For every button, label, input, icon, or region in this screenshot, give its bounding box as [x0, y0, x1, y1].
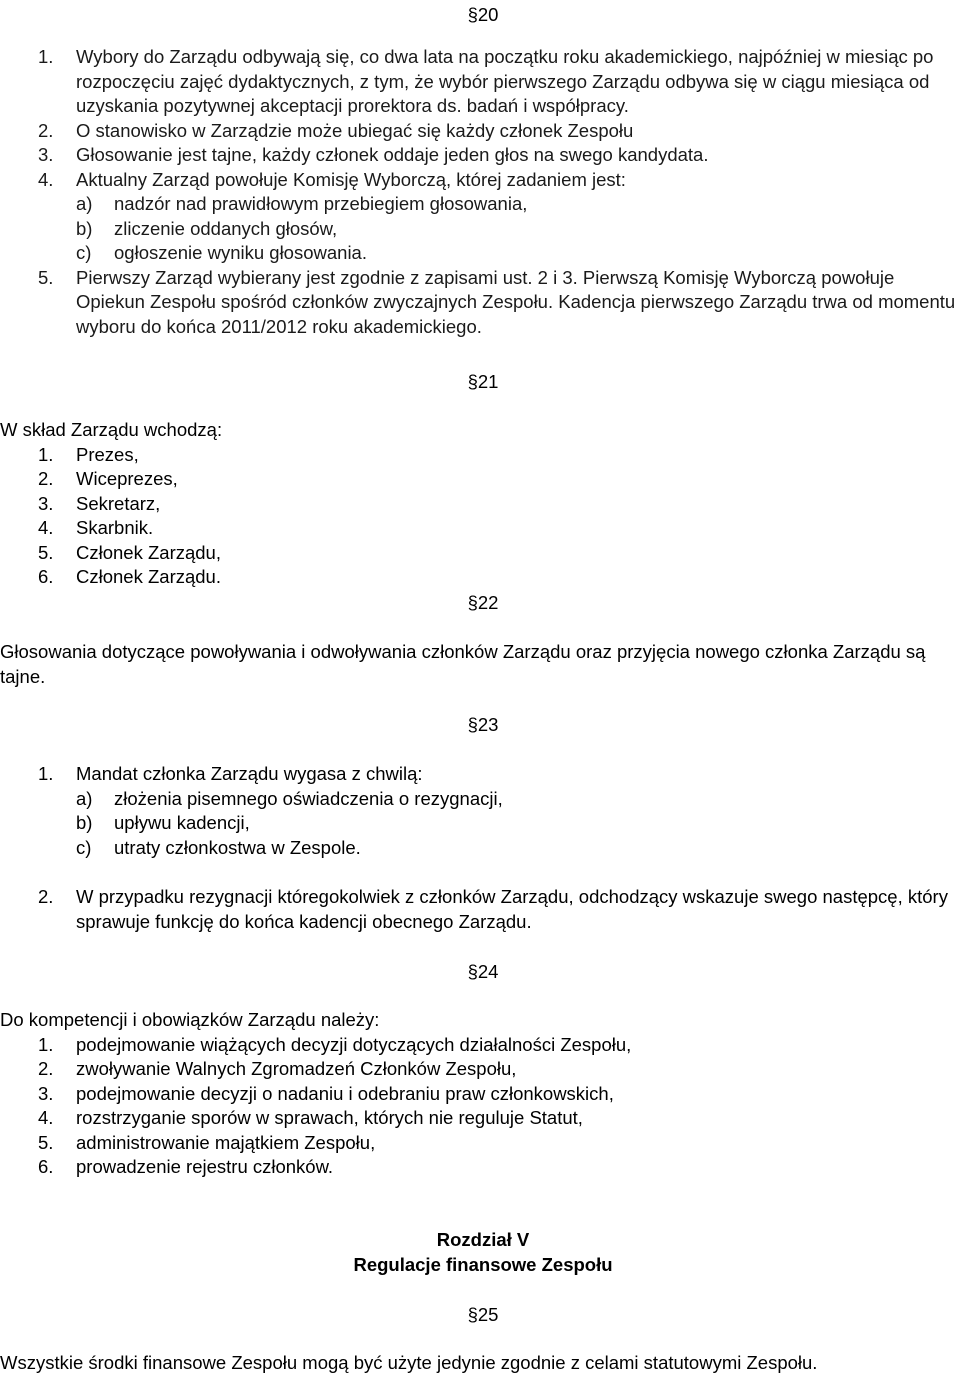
list-item: 5. Członek Zarządu, [38, 541, 221, 563]
section-25-text: Wszystkie środki finansowe Zespołu mogą być użyte jedynie zgodnie z celami statutowymi Zespołu. [0, 1352, 818, 1373]
list-item: 2. Wiceprezes, [38, 468, 178, 489]
sub-item: b) zliczenie oddanych głosów, [76, 217, 338, 239]
list-item: 4. Skarbnik. [38, 517, 154, 538]
list-item: 5. Pierwszy Zarząd wybierany jest zgodnie z zapisami ust. 2 i 3. Pierwszą Komisję Wyborczą powołuje Opiekun Zespołu spośród członków zwyczajnych Zespołu. Kadencja pierwszego Zarządu trwa od momentu wyboru do końca 2011/2012 roku akademickiego. [38, 266, 956, 337]
list-item: 3. podejmowanie decyzji o nadaniu i odebraniu praw członkowskich, [38, 1082, 614, 1104]
list-item: 6. prowadzenie rejestru członków. [38, 1156, 334, 1177]
sub-item: a) nadzór nad prawidłowym przebiegiem głosowania, [76, 193, 528, 214]
sub-item: c) utraty członkostwa w Zespole. [76, 836, 361, 858]
list-item: 4. rozstrzyganie sporów w sprawach, których nie reguluje Statut, [38, 1107, 583, 1128]
list-item: 2. O stanowisko w Zarządzie może ubiegać się każdy członek Zespołu [38, 119, 634, 141]
list-item: 5. administrowanie majątkiem Zespołu, [38, 1131, 376, 1153]
list-item: 4. Aktualny Zarząd powołuje Komisję Wyborczą, której zadaniem jest: [38, 168, 626, 190]
section-heading-21: §21 [467, 371, 499, 392]
sub-item: a) złożenia pisemnego oświadczenia o rezygnacji, [76, 787, 503, 809]
list-item: 3. Głosowanie jest tajne, każdy członek oddaje jeden głos na swego kandydata. [38, 144, 709, 165]
section-21-intro: W skład Zarządu wchodzą: [0, 419, 223, 440]
chapter-subtitle: Regulacje finansowe Zespołu [353, 1254, 613, 1275]
list-item: 1. podejmowanie wiążących decyzji dotyczących działalności Zespołu, [38, 1033, 632, 1055]
section-23-item-2 [38, 885, 958, 934]
list-item: 1. Prezes, [38, 443, 139, 465]
section-heading-24: §24 [467, 961, 499, 982]
section-22-text: Głosowania dotyczące powoływania i odwoływania członków Zarządu oraz przyjęcia nowego członka Zarządu są tajne. [0, 641, 926, 687]
sub-item: c) ogłoszenie wyniku głosowania. [76, 242, 367, 263]
list-item: 6. Członek Zarządu. [38, 566, 221, 587]
section-heading-25: §25 [467, 1304, 499, 1325]
section-23-block [38, 762, 958, 860]
chapter-title: Rozdział V [436, 1229, 530, 1250]
section-24-block [0, 1008, 900, 1180]
section-heading-20: §20 [467, 4, 499, 25]
section-24-intro: Do kompetencji i obowiązków Zarządu należy: [0, 1009, 380, 1030]
list-item: 1. Wybory do Zarządu odbywają się, co dwa lata na początku roku akademickiego, najpóźniej w miesiąc po rozpoczęciu zajęć dydaktycznych, z tym, że wybór pierwszego Zarządu odbywa się w ciągu miesiąca od uzyskania pozytywnej akceptacji prorektora ds. badań i współpracy. [38, 46, 934, 116]
section-20-list [38, 45, 958, 339]
list-item: 2. zwoływanie Walnych Zgromadzeń Członków Zespołu, [38, 1058, 517, 1079]
list-item: 1. Mandat członka Zarządu wygasa z chwilą: [38, 763, 423, 784]
list-item: 2. W przypadku rezygnacji któregokolwiek z członków Zarządu, odchodzący wskazuje swego następcę, który sprawuje funkcję do końca kadencji obecnego Zarządu. [38, 886, 948, 932]
list-item: 3. Sekretarz, [38, 492, 161, 514]
sub-item: b) upływu kadencji, [76, 812, 250, 833]
section-21-block [0, 418, 700, 590]
section-heading-22: §22 [467, 592, 499, 613]
section-heading-23: §23 [467, 714, 499, 735]
